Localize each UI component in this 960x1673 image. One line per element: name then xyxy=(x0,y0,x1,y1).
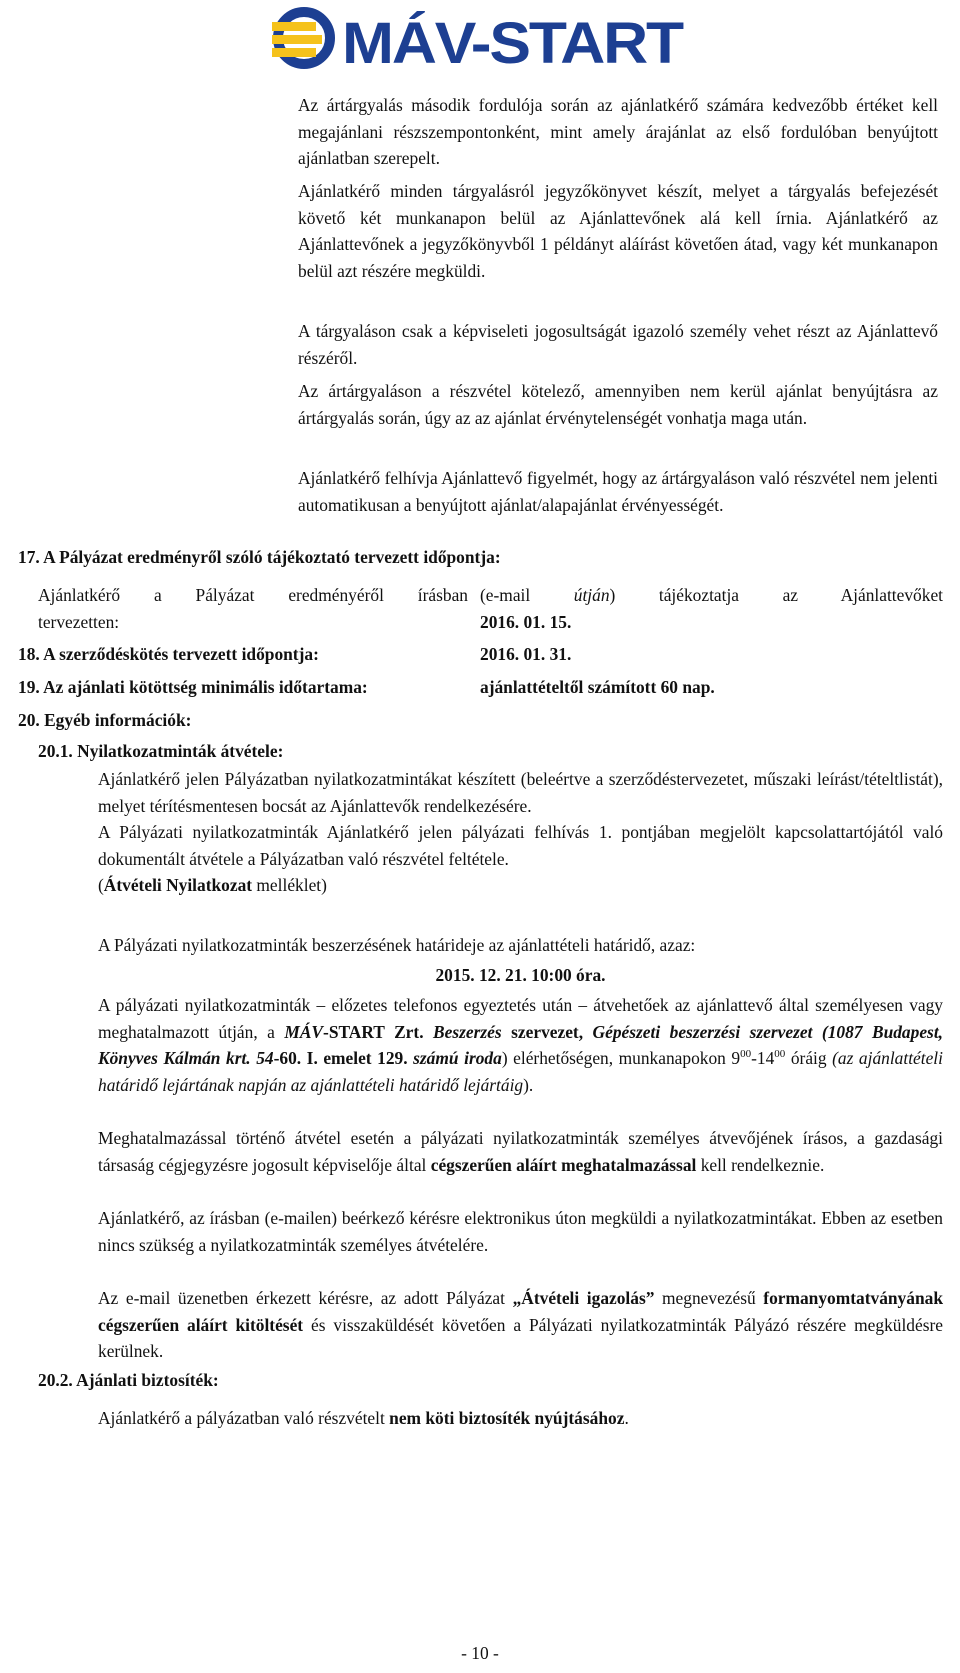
section-19-label: 19. Az ajánlati kötöttség minimális időtartama: xyxy=(18,677,368,697)
paragraph-forms-pickup: A pályázati nyilatkozatminták – előzetes telefonos egyeztetés után – átvehetőek az ajánlattevő által személyesen vagy meghatalmazott útján, a MÁV-START Zrt. Beszerzés szervezet, Gépészeti beszerzési szervezet (1087 Budapest, Könyves Kálmán krt. 54-60. I. emelet 129. számú iroda) elérhetőségen, munkanapokon $9^{00}-14^{00}$ óráig (az ajánlattételi határidő lejártának napján az ajánlattételi határidő lejártáig). xyxy=(98,995,943,1095)
section-17-left: Ajánlatkérő a Pályázat eredményéről írásban tervezetten: xyxy=(38,585,468,632)
section-19-value: ajánlattételtől számított 60 nap. xyxy=(480,677,715,697)
section-17-heading: 17. A Pályázat eredményről szóló tájékoztató tervezett időpontja: xyxy=(18,547,501,567)
paragraph-validity: Ajánlatkérő felhívja Ajánlattevő figyelmét, hogy az ártárgyaláson való részvétel nem jelenti automatikusan a benyújtott ajánlat/alapajánlat érvényességét. xyxy=(298,468,938,515)
section-20-heading: 20. Egyéb információk: xyxy=(18,710,192,730)
section-17-right: (e-mail útján) tájékoztatja az Ajánlattevőket 2016. 01. 15. xyxy=(480,582,943,635)
paragraph-email-delivery: Ajánlatkérő, az írásban (e-mailen) beérkező kérésre elektronikus úton megküldi a nyilatkozatmintákat. Ebben az esetben nincs szükség a nyilatkozatminták személyes átvételére. xyxy=(98,1208,943,1255)
paragraph-second-round: Az ártárgyalás második fordulója során az ajánlatkérő számára kedvezőbb értéket kell megajánlani részszempontonként, mint amely árajánlat az első fordulóban benyújtott ajánlatban szerepelt. xyxy=(298,95,938,168)
section-20-2-heading: 20.2. Ajánlati biztosíték: xyxy=(38,1370,219,1390)
mav-start-logo xyxy=(270,6,690,74)
paragraph-forms-prepared: Ajánlatkérő jelen Pályázatban nyilatkozatmintákat készített (beleértve a szerződéstervezetet, műszaki leírást/tételtlistát), melyet térítésmentesen bocsát az Ajánlattevők rendelkezésére. xyxy=(98,769,943,816)
section-17-date: 2016. 01. 15. xyxy=(480,611,572,632)
paragraph-representation: A tárgyaláson csak a képviseleti jogosultságát igazoló személy vehet részt az Ajánlattevő részéről. xyxy=(298,321,938,368)
paragraph-forms-receipt: A Pályázati nyilatkozatminták Ajánlatkérő jelen pályázati felhívás 1. pontjában megjelölt kapcsolattartójától való dokumentált átvétele a Pályázatban való részvétel feltétele. (Átvételi Nyilatkozat melléklet) xyxy=(98,822,943,895)
paragraph-forms-deadline: A Pályázati nyilatkozatminták beszerzésének határideje az ajánlattételi határidő, azaz: xyxy=(98,935,696,955)
paragraph-minutes: Ajánlatkérő minden tárgyalásról jegyzőkönyvet készít, melyet a tárgyalás befejezését követő két munkanapon belül az Ajánlattevőnek alá kell írnia. Ajánlatkérő az Ajánlattevőnek a jegyzőkönyvből 1 példányt aláírást követően átad, vagy két munkanapon belül azt részére megküldi. xyxy=(298,181,938,281)
paragraph-bid-security: Ajánlatkérő a pályázatban való részvételt nem köti biztosíték nyújtásához. xyxy=(98,1408,629,1428)
section-18-value: 2016. 01. 31. xyxy=(480,644,572,664)
paragraph-attendance: Az ártárgyaláson a részvétel kötelező, amennyiben nem kerül ajánlat benyújtásra az ártárgyalás során, úgy az az ajánlat érvénytelenségét vonhatja maga után. xyxy=(298,381,938,428)
paragraph-email-request: Az e-mail üzenetben érkezett kérésre, az adott Pályázat „Átvételi igazolás” megnevezésű formanyomtatványának cégszerűen aláírt kitöltését és visszaküldését követően a Pályázati nyilatkozatminták Pályázó részére megküldésre kerülnek. xyxy=(98,1288,943,1361)
logo-text: MÁV-START xyxy=(342,11,684,74)
logo-emblem-icon xyxy=(272,12,330,64)
page-number: - 10 - xyxy=(461,1643,499,1663)
section-18-label: 18. A szerződéskötés tervezett időpontja: xyxy=(18,644,319,664)
forms-deadline-date: 2015. 12. 21. 10:00 óra. xyxy=(435,965,606,985)
paragraph-authorization: Meghatalmazással történő átvétel esetén a pályázati nyilatkozatminták személyes átvevőjének írásos, a gazdasági társaság cégjegyzésre jogosult képviselője által cégszerűen aláírt meghatalmazással kell rendelkeznie. xyxy=(98,1128,943,1175)
section-20-1-heading: 20.1. Nyilatkozatminták átvétele: xyxy=(38,741,284,761)
